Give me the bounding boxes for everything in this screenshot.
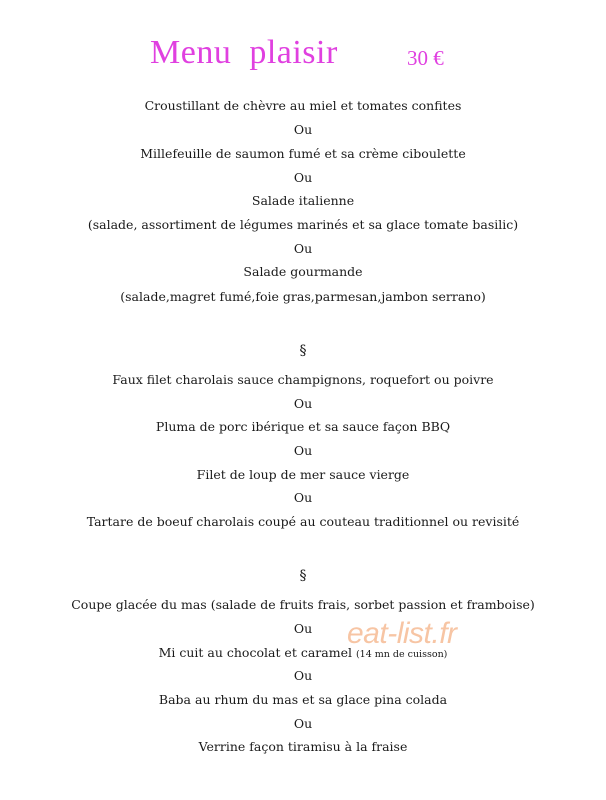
main-item-3: Filet de loup de mer sauce vierge (196, 467, 410, 482)
dessert-item-2-note: (14 mn de cuisson) (355, 649, 448, 660)
menu-header (0, 34, 606, 78)
or-separator: Ou (293, 716, 313, 731)
or-separator: Ou (293, 122, 313, 137)
or-separator: Ou (293, 490, 313, 505)
main-item-4: Tartare de boeuf charolais coupé au couteau traditionnel ou revisité (86, 514, 520, 529)
dessert-item-2-label: Mi cuit au chocolat et caramel (158, 645, 356, 660)
or-separator: Ou (293, 621, 313, 636)
or-separator: Ou (293, 241, 313, 256)
or-separator: Ou (293, 170, 313, 185)
or-separator: Ou (293, 396, 313, 411)
starter-item-4: Salade gourmande (243, 264, 363, 279)
dessert-item-4: Verrine façon tiramisu à la fraise (198, 739, 408, 754)
starter-item-3-description: (salade, assortiment de légumes marinés et sa glace tomate basilic) (87, 217, 519, 232)
section-separator: § (299, 568, 307, 584)
or-separator: Ou (293, 443, 313, 458)
starter-item-2: Millefeuille de saumon fumé et sa crème ciboulette (140, 146, 466, 161)
main-item-2: Pluma de porc ibérique et sa sauce façon BBQ (155, 419, 451, 434)
menu-title: Menu plaisir (150, 34, 338, 71)
watermark-logo: eat-list.fr (347, 617, 457, 650)
or-separator: Ou (293, 668, 313, 683)
main-item-1: Faux filet charolais sauce champignons, roquefort ou poivre (112, 372, 494, 387)
section-separator: § (299, 343, 307, 359)
dessert-item-2 (0, 645, 606, 663)
starter-item-3: Salade italienne (251, 193, 355, 208)
starter-item-1: Croustillant de chèvre au miel et tomates confites (144, 98, 462, 113)
menu-price: 30 € (407, 46, 444, 70)
starter-item-4-description: (salade,magret fumé,foie gras,parmesan,jambon serrano) (120, 289, 486, 304)
dessert-item-3: Baba au rhum du mas et sa glace pina colada (158, 692, 448, 707)
dessert-item-1: Coupe glacée du mas (salade de fruits frais, sorbet passion et framboise) (71, 597, 535, 612)
